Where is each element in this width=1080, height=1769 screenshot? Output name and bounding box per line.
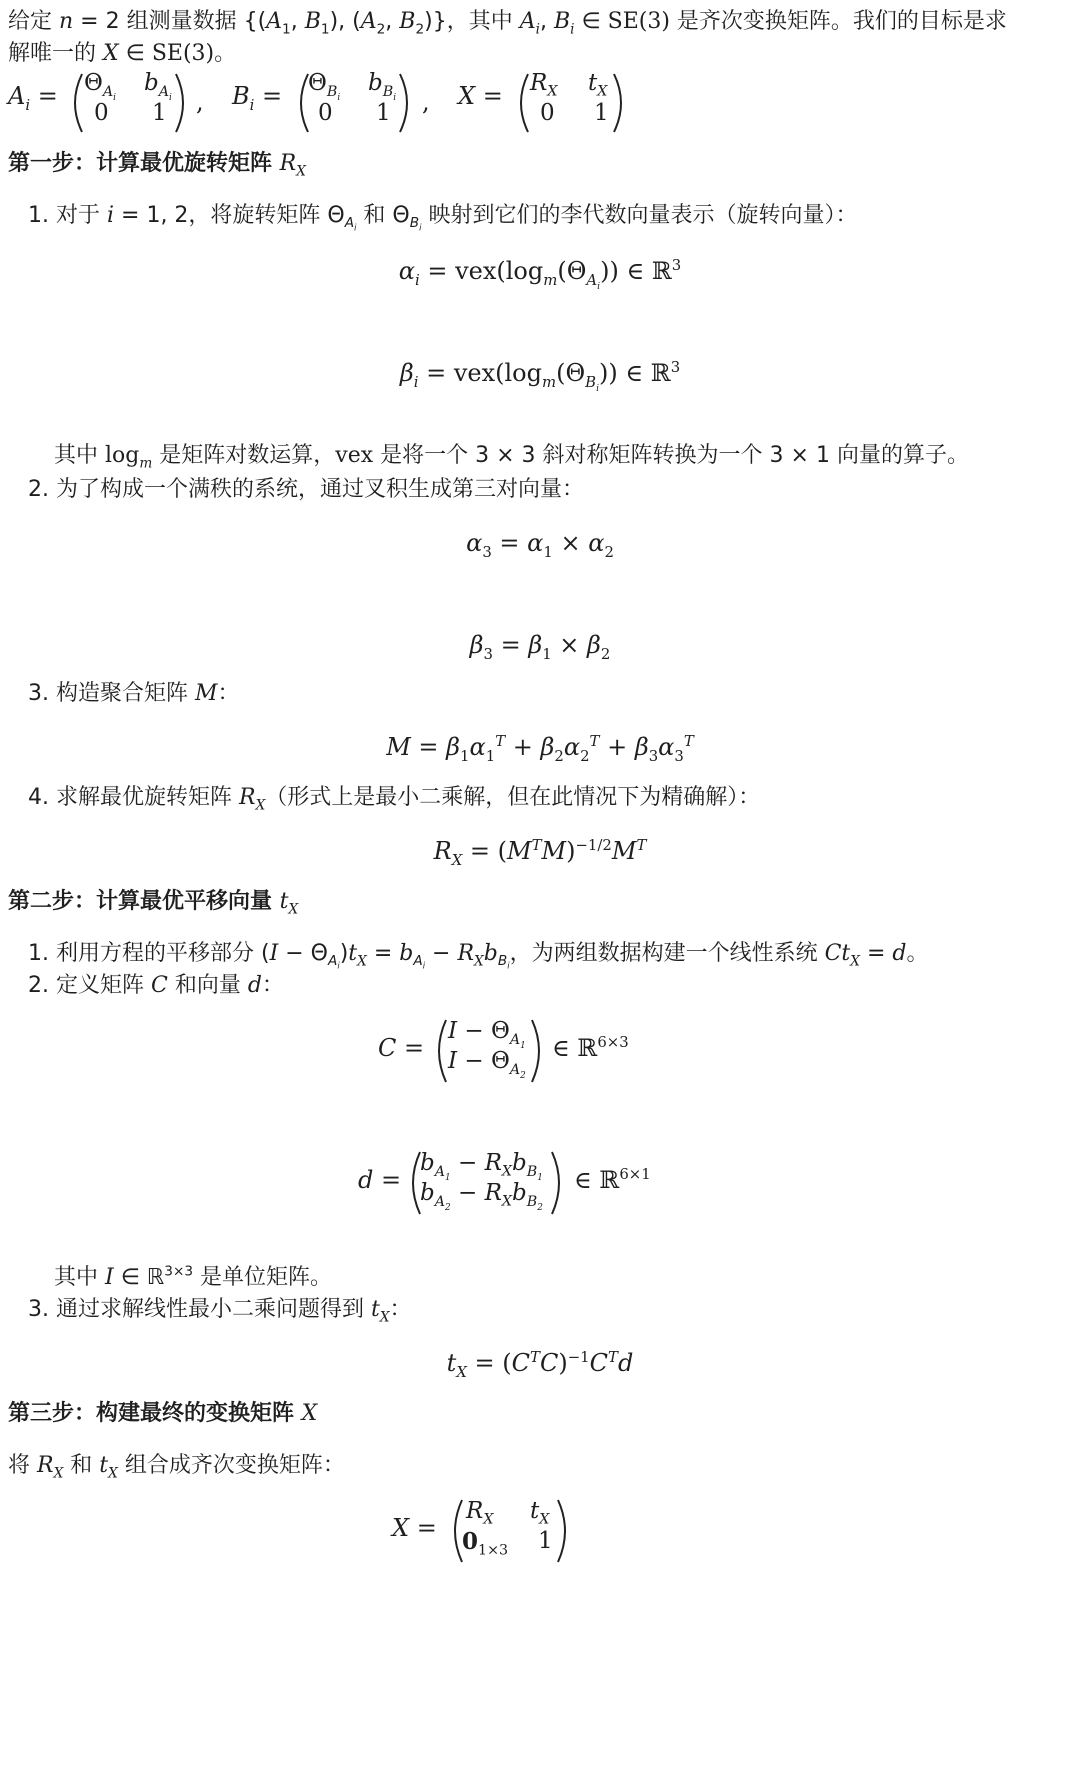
step2-heading: 第二步：计算最优平移向量 $t_X$ <box>8 889 299 918</box>
step1-item-2: 2. 为了构成一个满秩的系统，通过叉积生成第三对向量： <box>28 477 584 502</box>
comma-2: , <box>422 88 430 116</box>
step2-note: 其中 I ∈ ℝ$^{3\times 3}$ 是单位矩阵。 <box>54 1263 333 1290</box>
C-row-1: $I - \Theta_{A_1}$ <box>448 1018 526 1051</box>
d-row-1: $b_{A_1} - R_Xb_{B_1}$ <box>420 1150 543 1183</box>
equation-beta: $\beta_i = vex(\log_m(\Theta_{B_i}))$ ∈ ℝ$^3$ <box>399 358 681 394</box>
right-paren <box>554 1498 574 1564</box>
B-cell-zero: 0 <box>318 100 333 126</box>
A-cell-b: $b_{A_i}$ <box>144 70 172 103</box>
B-cell-one: 1 <box>376 100 391 126</box>
A-cell-zero: 0 <box>94 100 109 126</box>
B-cell-b: $b_{B_i}$ <box>368 70 397 103</box>
X-final-lhs: X = <box>392 1514 437 1542</box>
A-cell-theta: $\Theta_{A_i}$ <box>84 70 116 103</box>
X-cell-one: 1 <box>594 100 609 126</box>
right-paren <box>172 72 192 134</box>
d-row-2: $b_{A_2} - R_Xb_{B_2}$ <box>420 1180 543 1213</box>
X-final-t: $t_X$ <box>530 1498 550 1528</box>
step1-item-3: 3. 构造聚合矩阵 M： <box>28 681 240 706</box>
X-final-zero: $0_{1\times 3}$ <box>462 1528 509 1559</box>
step1-item-4: 4. 求解最优旋转矩阵 $R_X$（形式上是最小二乘解，但在此情况下为精确解）： <box>28 785 761 814</box>
left-paren <box>512 72 532 134</box>
B-cell-theta: $\Theta_{B_i}$ <box>308 70 341 103</box>
intro-line-1: 给定 n = 2 组测量数据 {($A_1$, $B_1$), ($A_2$, $B_2$)}，其中 $A_i$, $B_i$ ∈ SE(3) 是齐次变换矩阵。我们的目标是求 <box>8 9 1007 38</box>
equation-alpha3: $\alpha_3 = \alpha_1 \times \alpha_2$ <box>466 529 614 561</box>
step1-note: 其中 $\log_m$ 是矩阵对数运算，vex 是将一个 3 × 3 斜对称矩阵转换为一个 3 × 1 向量的算子。 <box>54 443 969 472</box>
step3-text: 将 $R_X$ 和 $t_X$ 组合成齐次变换矩阵： <box>8 1453 345 1482</box>
X-final-R: $R_X$ <box>466 1498 494 1528</box>
equation-beta3: $\beta_3 = \beta_1 \times \beta_2$ <box>469 631 611 663</box>
right-paren <box>528 1018 548 1084</box>
step2-item-1: 1. 利用方程的平移部分 $(I - \Theta_{A_i})t_X = b_{A_i} - R_Xb_{B_i}$，为两组数据构建一个线性系统 $Ct_X = d$。 <box>28 941 929 972</box>
left-paren <box>430 1018 450 1084</box>
C-rhs: ∈ ℝ$^{6\times 3}$ <box>552 1033 629 1062</box>
C-lhs: C = <box>378 1034 425 1062</box>
X-lhs: X = <box>458 82 503 110</box>
equation-RX: $R_X = (M^TM)^{-1/2}M^T$ <box>433 836 647 869</box>
A-cell-one: 1 <box>152 100 167 126</box>
comma-1: , <box>196 88 204 116</box>
X-cell-zero: 0 <box>540 100 555 126</box>
equation-tX: $t_X = (C^TC)^{-1}C^Td$ <box>446 1348 634 1381</box>
step2-item-2: 2. 定义矩阵 C 和向量 d： <box>28 973 284 998</box>
intro-line-2: 解唯一的 X ∈ SE(3)。 <box>8 41 237 66</box>
d-rhs: ∈ ℝ$^{6\times 1}$ <box>574 1165 651 1194</box>
right-paren <box>610 72 630 134</box>
X-cell-R: $R_X$ <box>530 70 558 100</box>
d-lhs: d = <box>358 1166 402 1194</box>
X-cell-t: $t_X$ <box>588 70 608 100</box>
step3-heading: 第三步：构建最终的变换矩阵 X <box>8 1401 318 1426</box>
step1-heading: 第一步：计算最优旋转矩阵 $R_X$ <box>8 151 306 180</box>
right-paren <box>548 1150 568 1216</box>
C-row-2: $I - \Theta_{A_2}$ <box>448 1048 526 1081</box>
A-lhs: $A_i$ = <box>8 82 58 114</box>
step2-item-3: 3. 通过求解线性最小二乘问题得到 $t_X$： <box>28 1297 412 1326</box>
step1-item-1: 1. 对于 i = 1, 2，将旋转矩阵 $\Theta_{A_i}$ 和 $\Theta_{B_i}$ 映射到它们的李代数向量表示（旋转向量）： <box>28 203 858 234</box>
equation-M: $M = \beta_1\alpha_1^T + \beta_2\alpha_2^T + \beta_3\alpha_3^T$ <box>386 732 694 765</box>
right-paren <box>396 72 416 134</box>
equation-alpha: $\alpha_i = vex(\log_m(\Theta_{A_i}))$ ∈ ℝ$^3$ <box>398 256 682 292</box>
left-paren <box>66 72 86 134</box>
X-final-one: 1 <box>538 1528 553 1554</box>
B-lhs: $B_i$ = <box>232 82 283 114</box>
